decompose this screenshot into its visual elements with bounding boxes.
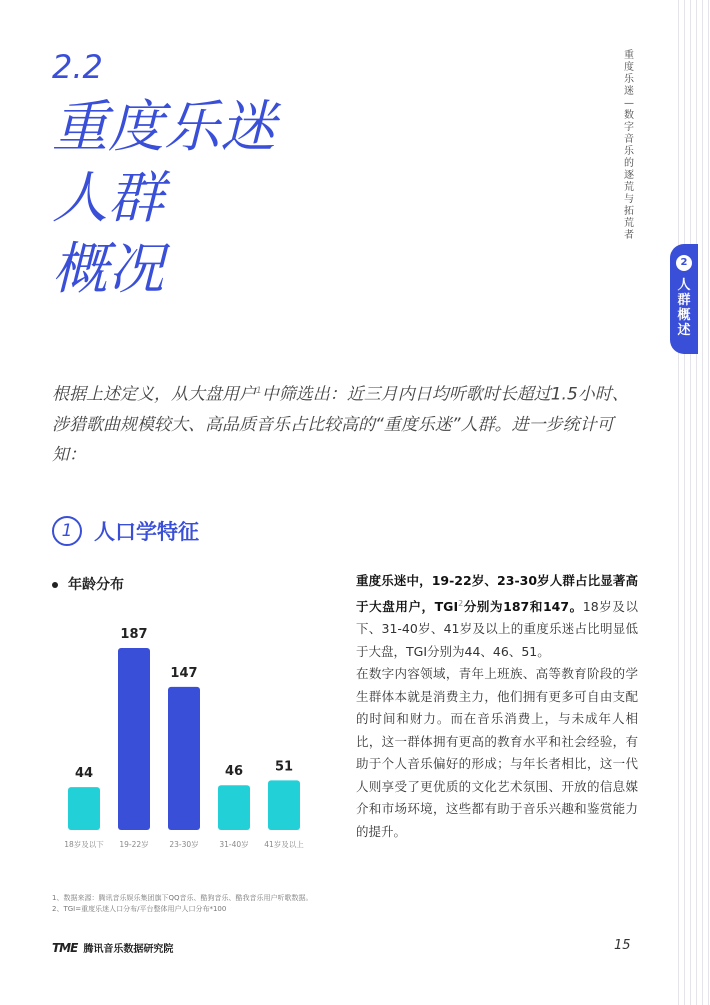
footnotes	[52, 893, 312, 915]
page-title	[52, 92, 276, 305]
category-label: 23-30岁	[169, 840, 199, 849]
bar-value-label: 46	[224, 764, 244, 780]
description-paragraph	[356, 570, 638, 663]
intro-paragraph	[52, 376, 636, 470]
category-label: 18岁及以下	[64, 840, 104, 849]
bar-value-label: 187	[120, 627, 148, 642]
age-bar-chart	[52, 600, 322, 860]
tme-logo-icon: TME	[52, 940, 78, 955]
footnote-ref: 2	[458, 598, 464, 608]
footnote-ref: 1	[256, 386, 262, 396]
bar-value-label: 44	[74, 766, 94, 782]
chapter-tab[interactable]	[670, 244, 698, 354]
highlight-text: 分别为187和147。	[463, 598, 583, 614]
footnote: 1、数据来源：腾讯音乐娱乐集团旗下QQ音乐、酷狗音乐、酷我音乐用户听歌数据。	[52, 894, 313, 902]
title-line: 人群	[52, 166, 164, 231]
bar-value-label: 51	[274, 759, 294, 775]
bar-0	[68, 787, 100, 830]
description-paragraph: 在数字内容领域，青年上班族、高等教育阶段的学生群体本就是消费主力，他们拥有更多可自由支配的时间和财力。而在音乐消费上，与未成年人相比，这一群体拥有更高的教育水平和社会经验，有助于个人音乐偏好的形成；与年长者相比，这一代人则享受了更优质的文化艺术氛围、开放的信息媒介和市场环境，这些都有助于音乐兴趣和鉴赏能力的提升。	[356, 666, 638, 839]
footnote: 2、TGI=重度乐迷人口分布/平台整体用户人口分布*100	[52, 905, 227, 913]
highlight-text: 重度乐迷中，19-22岁、23-30岁人群占比显著高于大盘用户，TGI	[356, 573, 638, 614]
category-label: 19-22岁	[119, 840, 149, 849]
footer-org-name: 腾讯音乐数据研究院	[83, 944, 174, 955]
footer-logo	[52, 940, 173, 955]
age-heading	[52, 574, 124, 594]
chapter-number-badge: 2	[676, 255, 692, 271]
title-line: 概况	[52, 237, 164, 302]
intro-text: 根据上述定义，从大盘用户	[52, 384, 256, 405]
description-text	[356, 570, 638, 843]
bullet-icon	[52, 582, 58, 588]
bar-3	[218, 785, 250, 830]
description-text-run: 18岁及以下、31-40岁、41岁及以上的重度乐迷占比明显低于大盘，TGI分别为44、46、51。	[356, 598, 638, 659]
bar-2	[168, 687, 200, 830]
running-title: 重度乐迷—数字音乐的逐荒与拓荒者	[624, 50, 634, 241]
intro-text: 中筛选出：近三月内日均听歌时长超过1.5小时、涉猎歌曲规模较大、高品质音乐占比较高的“重度乐迷”人群。进一步统计可知：	[52, 384, 629, 465]
age-chart	[52, 600, 322, 860]
bar-4	[268, 780, 300, 830]
subsection-heading	[52, 516, 199, 546]
category-label: 31-40岁	[219, 840, 249, 849]
section-number: 2.2	[52, 48, 103, 86]
page-number: 15	[614, 938, 631, 953]
subsection-title: 人口学特征	[94, 520, 199, 544]
age-heading-text: 年龄分布	[68, 577, 124, 593]
category-label: 41岁及以上	[264, 840, 304, 849]
subsection-number: 1	[52, 516, 82, 546]
edge-decoration	[670, 0, 710, 1005]
bar-value-label: 147	[170, 665, 198, 681]
bar-1	[118, 648, 150, 830]
title-line: 重度乐迷	[52, 95, 276, 160]
chapter-tab-label: 人群概述	[677, 278, 691, 338]
